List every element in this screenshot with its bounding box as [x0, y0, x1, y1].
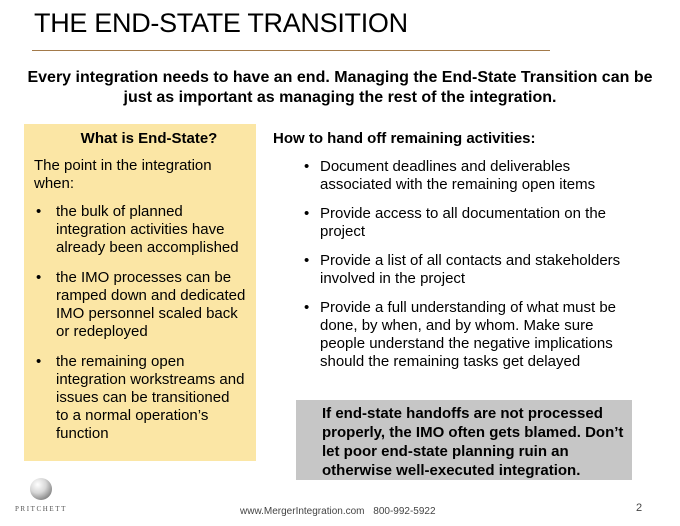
pritchett-logo	[12, 478, 70, 520]
warning-callout: If end-state handoffs are not processed properly, the IMO often gets blamed. Don’t let poor end-state planning ruin an otherwise well-executed integration.	[296, 400, 632, 480]
list-item: • the remaining open integration workstreams and issues can be transitioned to a normal operation’s function	[34, 353, 246, 443]
list-item: • Provide a full understanding of what must be done, by when, and by whom. Make sure people understand the negative implications should the remaining tasks get delayed	[300, 299, 640, 371]
list-item: • the bulk of planned integration activities have already been accomplished	[34, 203, 246, 257]
list-item: • Provide access to all documentation on the project	[300, 205, 640, 241]
handoff-activities-list	[300, 158, 640, 382]
intro-text: Every integration needs to have an end. Managing the End-State Transition can be just as important as managing the rest of the integration.	[27, 69, 653, 106]
footer-website-link[interactable]: www.MergerIntegration.com	[240, 506, 365, 517]
list-item: • the IMO processes can be ramped down and dedicated IMO personnel scaled back or redeployed	[34, 269, 246, 341]
list-item: • Provide a list of all contacts and stakeholders involved in the project	[300, 252, 640, 288]
title-divider	[32, 50, 550, 51]
slide-title: THE END-STATE TRANSITION	[34, 8, 408, 38]
list-item: • Document deadlines and deliverables associated with the remaining open items	[300, 158, 640, 194]
logo-sphere-icon	[30, 478, 52, 500]
left-box-description: The point in the integration when:	[34, 157, 212, 192]
end-state-definition-box	[24, 124, 256, 461]
footer-phone: 800-992-5922	[373, 506, 436, 517]
handoff-heading: How to hand off remaining activities:	[273, 130, 536, 147]
end-state-criteria-list	[34, 203, 246, 443]
left-box-heading: What is End-State?	[80, 130, 218, 147]
page-number: 2	[636, 502, 643, 514]
logo-text: PRITCHETT	[14, 505, 68, 513]
footer-contact	[240, 506, 442, 517]
